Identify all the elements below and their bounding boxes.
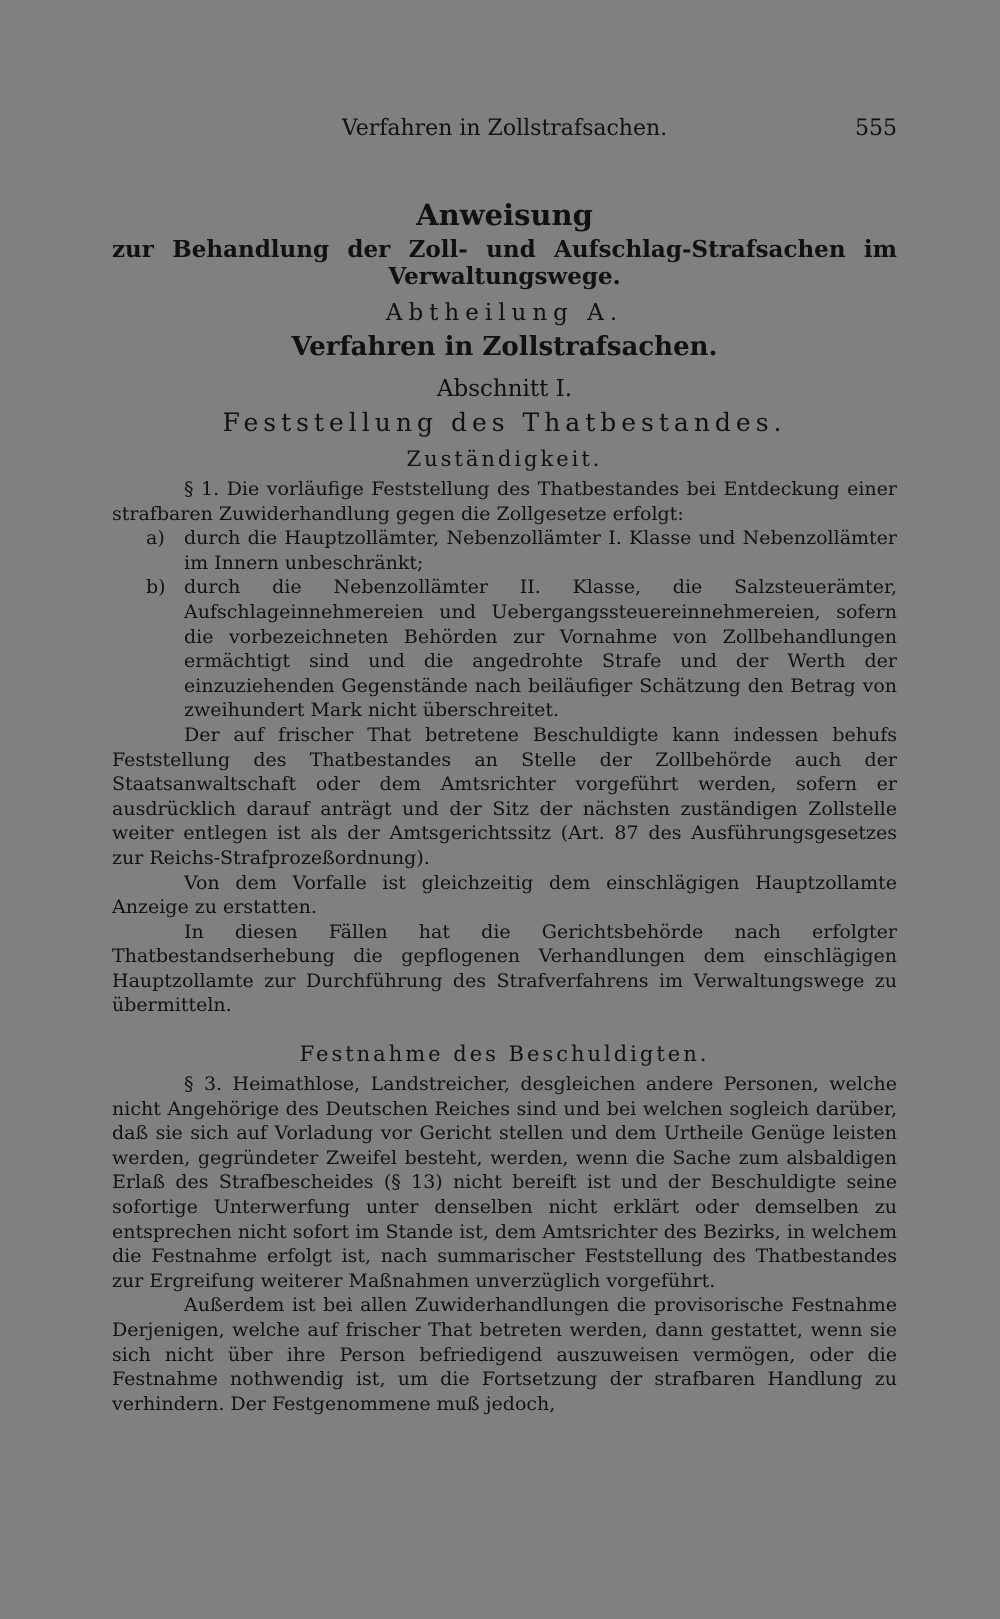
paragraph-notice: Von dem Vorfalle ist gleichzeitig dem einschlägigen Hauptzollamte Anzeige zu erstatten. (112, 871, 897, 919)
running-head (112, 100, 897, 140)
document-title: Anweisung (416, 198, 593, 232)
paragraph-1-list (112, 526, 897, 723)
spacer (112, 1018, 897, 1032)
list-item-mark: a) (146, 527, 165, 550)
paragraph-3: § 3. Heimathlose, Landstreicher, desgleichen andere Personen, welche nicht Angehörige des Deutschen Reiches sind und bei welchen sogleich darüber, daß sie sich auf Vorladung vor Gericht stellen und dem Urtheile Genüge leisten werden, gegründeter Zweifel besteht, werden, wenn die Sache zum alsbaldigen Erlaß des Strafbescheides (§ 13) nicht bereift ist und der Beschuldigte seine sofortige Unterwerfung unter denselben nicht erklärt oder demselben zu entsprechen nicht sofort im Stande ist, dem Amtsrichter des Bezirks, in welchem die Festnahme erfolgt ist, nach summarischer Feststellung des Thatbestandes zur Ergreifung weiterer Maßnahmen unverzüglich vorgeführt. (112, 1073, 897, 1292)
list-item (112, 526, 897, 575)
division-label: Abtheilung A. (385, 300, 624, 326)
paragraph-detained: Der auf frischer That betretene Beschuldigte kann indessen behufs Feststellung des Thatbestandes an Stelle der Zollbehörde auch der Staatsanwaltschaft oder dem Amtsrichter vorgeführt werden, sofern er ausdrücklich darauf anträgt und der Sitz der nächsten zuständigen Zollstelle weiter entlegen ist als der Amtsgerichtssitz (Art. 87 des Ausführungsgesetzes zur Reichs-Strafprozeßordnung). (112, 723, 897, 869)
subhead-arrest: Festnahme des Beschuldigten. (299, 1042, 710, 1067)
list-item (112, 575, 897, 723)
document-page (112, 100, 897, 1416)
page-number: 555 (855, 116, 897, 141)
paragraph-1-intro: § 1. Die vorläufige Feststellung des Thatbestandes bei Entdeckung einer strafbaren Zuwiderhandlung gegen die Zollgesetze erfolgt: (112, 478, 897, 525)
running-head-title: Verfahren in Zollstrafsachen. (341, 116, 668, 141)
paragraph-court: In diesen Fällen hat die Gerichtsbehörde nach erfolgter Thatbestandserhebung die gepflogenen Verhandlungen dem einschlägigen Hauptzollamte zur Durchführung des Strafverfahrens im Verwaltungswege zu übermitteln. (112, 920, 897, 1017)
section-label: Abschnitt I. (436, 376, 573, 402)
section-title: Feststellung des Thatbestandes. (222, 408, 787, 437)
document-subtitle: zur Behandlung der Zoll- und Aufschlag-Strafsachen im Verwaltungswege. (112, 236, 897, 290)
list-item-mark: b) (146, 576, 166, 599)
subhead-jurisdiction: Zuständigkeit. (406, 447, 603, 471)
list-item-text: durch die Hauptzollämter, Nebenzollämter I. Klasse und Nebenzollämter im Innern unbeschränkt; (184, 527, 897, 574)
list-item-text: durch die Nebenzollämter II. Klasse, die Salzsteuerämter, Aufschlageinnehmereien und Uebergangssteuereinnehmereien, sofern die vorbezeichneten Behörden zur Vornahme von Zollbehandlungen ermächtigt sind und die angedrohte Strafe und der Werth der einzuziehenden Gegenstände nach beiläufiger Schätzung den Betrag von zweihundert Mark nicht überschreitet. (184, 576, 897, 722)
division-title: Verfahren in Zollstrafsachen. (291, 332, 718, 362)
paragraph-provisional: Außerdem ist bei allen Zuwiderhandlungen die provisorische Festnahme Derjenigen, welche auf frischer That betreten werden, dann gestattet, wenn sie sich nicht über ihre Person befriedigend auszuweisen vermögen, oder die Festnahme nothwendig ist, um die Fortsetzung der strafbaren Handlung zu verhindern. Der Festgenommene muß jedoch, (112, 1294, 897, 1415)
